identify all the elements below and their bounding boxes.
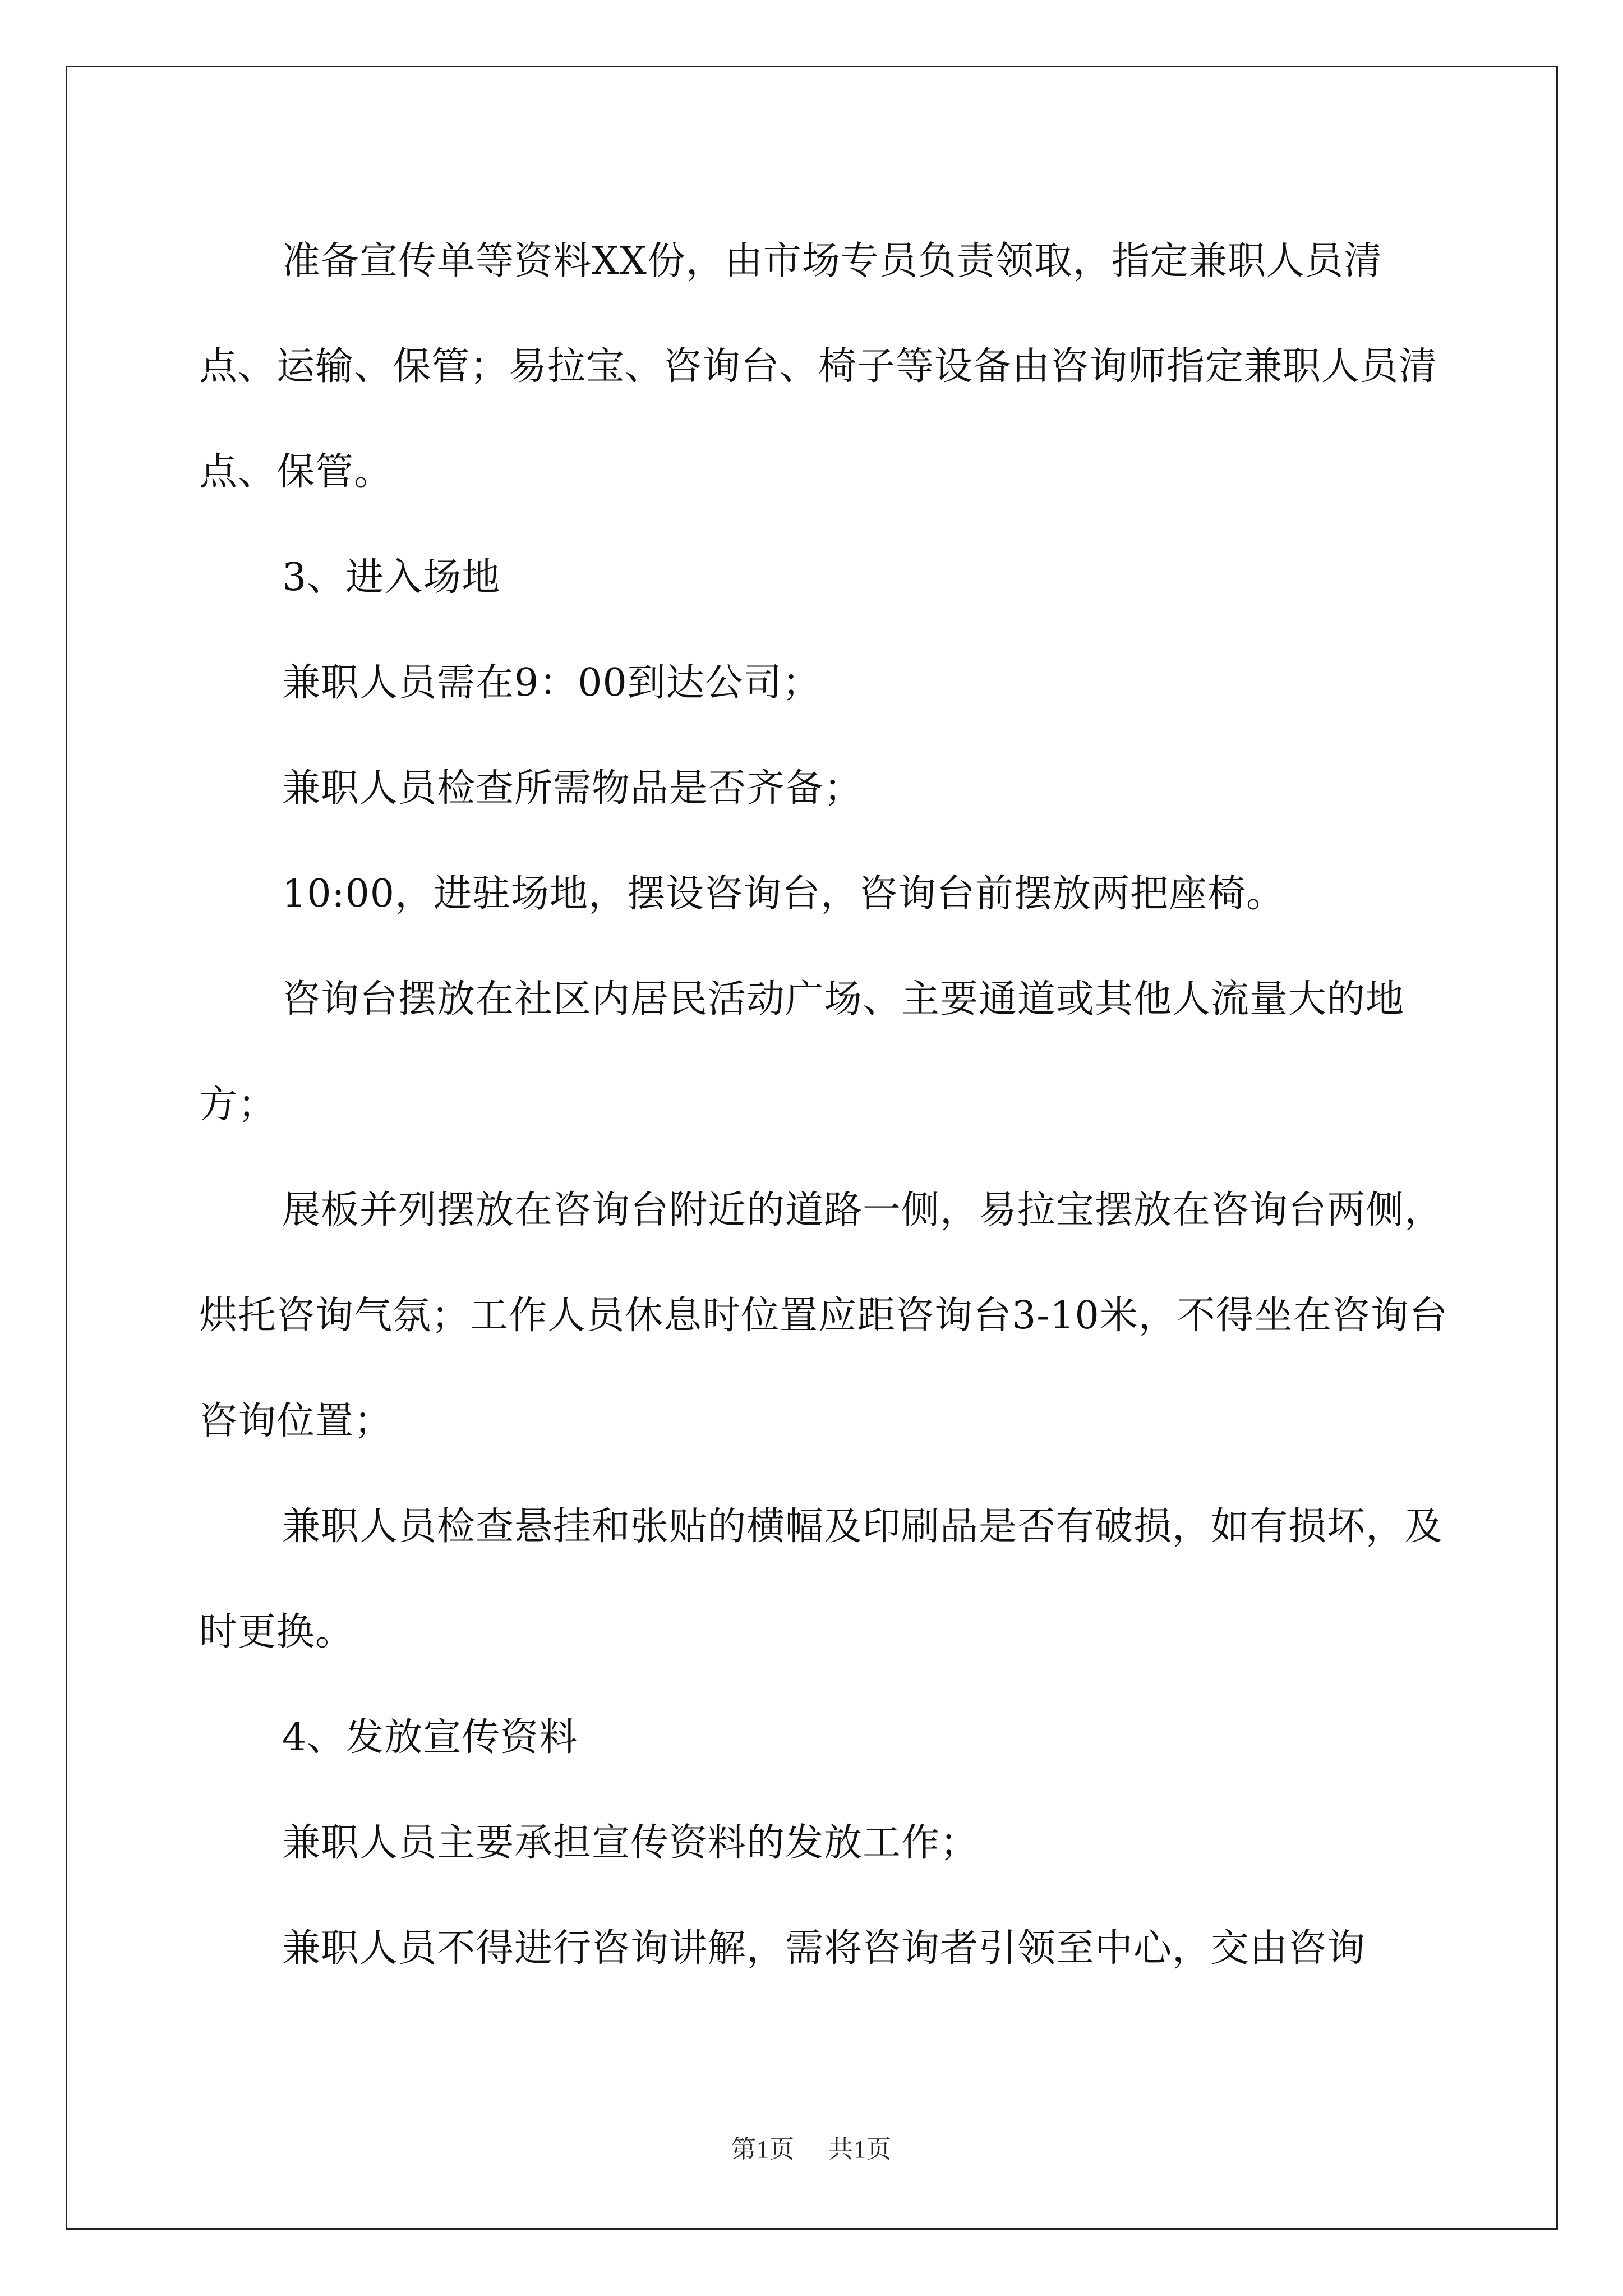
- section-heading: 3、进入场地: [282, 555, 501, 600]
- paragraph: 兼职人员检查悬挂和张贴的横幅及印刷品是否有破损，如有损坏，及时更换。: [199, 1504, 1444, 1654]
- paragraph: 准备宣传单等资料XX份，由市场专员负责领取，指定兼职人员清点、运输、保管；易拉宝、咨询台、椅子等设备由咨询师指定兼职人员清点、保管。: [199, 239, 1438, 494]
- paragraph: 兼职人员主要承担宣传资料的发放工作；: [282, 1821, 979, 1865]
- paragraph: 10:00，进驻场地，摆设咨询台，咨询台前摆放两把座椅。: [282, 872, 1285, 916]
- page-footer: [0, 2129, 1623, 2165]
- paragraph: 展板并列摆放在咨询台附近的道路一侧，易拉宝摆放在咨询台两侧，烘托咨询气氛；工作人员休息时位置应距咨询台3-10米，不得坐在咨询台咨询位置；: [199, 1188, 1448, 1443]
- page-count: 共1页: [828, 2136, 892, 2163]
- page-number: 第1页: [731, 2136, 795, 2163]
- paragraph: 兼职人员需在9：00到达公司；: [282, 661, 821, 705]
- paragraph: 兼职人员不得进行咨询讲解，需将咨询者引领至中心，交由咨询: [282, 1926, 1366, 1971]
- document-body: [199, 209, 1458, 2001]
- paragraph: 咨询台摆放在社区内居民活动广场、主要通道或其他人流量大的地方；: [199, 977, 1405, 1127]
- paragraph: 兼职人员检查所需物品是否齐备；: [282, 766, 863, 811]
- section-heading: 4、发放宣传资料: [282, 1715, 578, 1760]
